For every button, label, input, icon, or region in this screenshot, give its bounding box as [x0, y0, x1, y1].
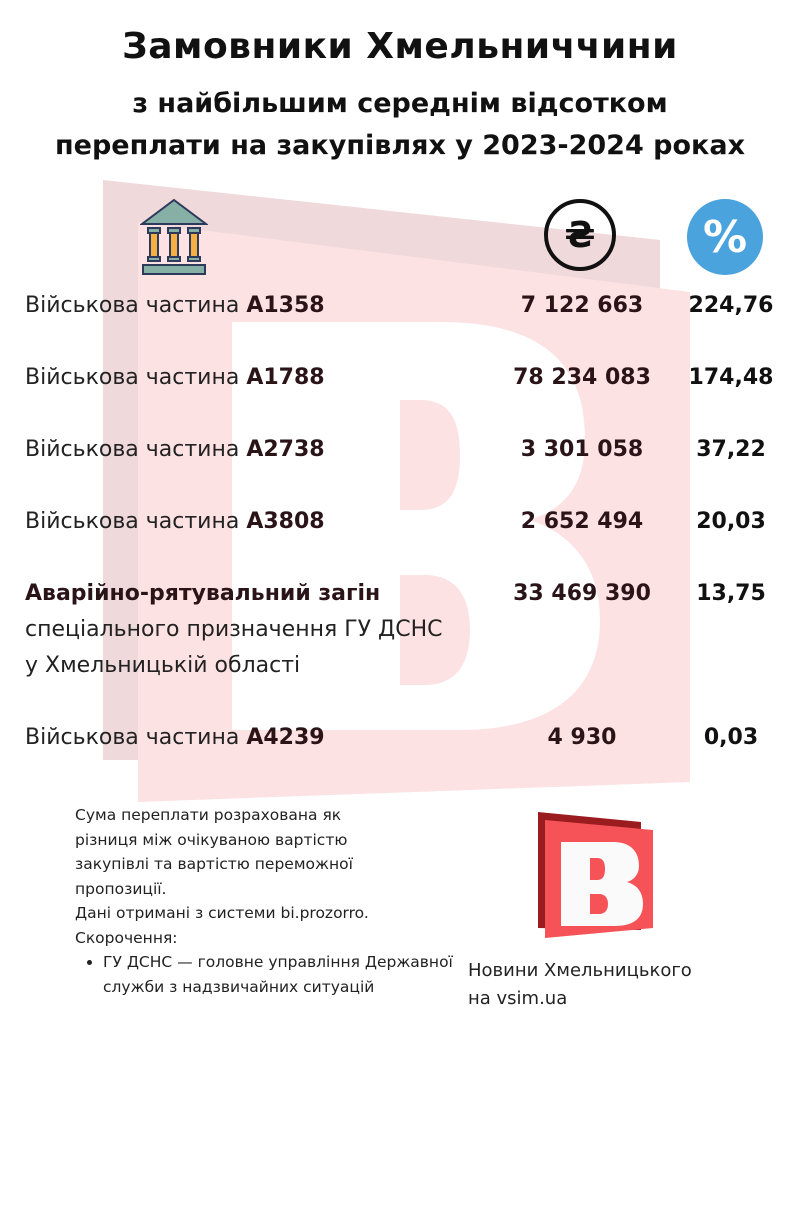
- page-subtitle-line2: переплати на закупівлях у 2023-2024 роках: [55, 130, 745, 161]
- page-title: Замовники Хмельниччини: [122, 26, 678, 67]
- overpayment-percent: 224,76: [688, 293, 774, 318]
- percent-icon: %: [687, 199, 763, 275]
- brand-caption: Новини Хмельницького на vsim.ua: [468, 957, 692, 1013]
- overpayment-sum: 78 234 083: [513, 365, 651, 390]
- vsim-logo: [533, 810, 658, 940]
- institution-building-icon: [140, 198, 208, 276]
- methodology-note: Сума переплати розрахована як різниця між очікуваною вартістю закупівлі та вартістю переможної пропозиції. Дані отримані з системи bi.prozorro. Скорочення: • ГУ ДСНС — головне управління Державної служби з надзвичайних ситуацій: [75, 803, 455, 999]
- abbreviations-heading: Скорочення:: [75, 928, 178, 947]
- overpayment-percent: 174,48: [688, 365, 774, 390]
- overpayment-percent: 20,03: [696, 509, 766, 534]
- overpayment-percent: 37,22: [696, 437, 766, 462]
- overpayment-sum: 3 301 058: [520, 437, 644, 462]
- customer-name: Військова частина А3808: [25, 509, 325, 534]
- overpayment-percent: 0,03: [703, 725, 759, 750]
- customer-name: Військова частина А1788: [25, 365, 325, 390]
- customer-name: Військова частина А1358: [25, 293, 325, 318]
- overpayment-percent: 13,75: [696, 581, 766, 606]
- data-source: Дані отримані з системи bi.prozorro.: [75, 904, 369, 922]
- customer-name: Військова частина А4239: [25, 725, 325, 750]
- overpayment-sum: 4 930: [547, 725, 617, 750]
- page-subtitle-line1: з найбільшим середнім відсотком: [132, 88, 668, 119]
- overpayment-sum: 33 469 390: [513, 581, 651, 606]
- site-link[interactable]: на vsim.ua: [468, 988, 568, 1009]
- hryvnia-icon: ₴: [544, 199, 616, 271]
- customer-name: Аварійно-рятувальний загін спеціального призначення ГУ ДСНС у Хмельницькій області: [25, 581, 443, 678]
- customer-name: Військова частина А2738: [25, 437, 325, 462]
- abbreviations-list: [75, 950, 455, 999]
- overpayment-sum: 2 652 494: [520, 509, 644, 534]
- overpayment-sum: 7 122 663: [520, 293, 644, 318]
- abbreviation-item: • ГУ ДСНС — головне управління Державної служби з надзвичайних ситуацій: [103, 950, 455, 999]
